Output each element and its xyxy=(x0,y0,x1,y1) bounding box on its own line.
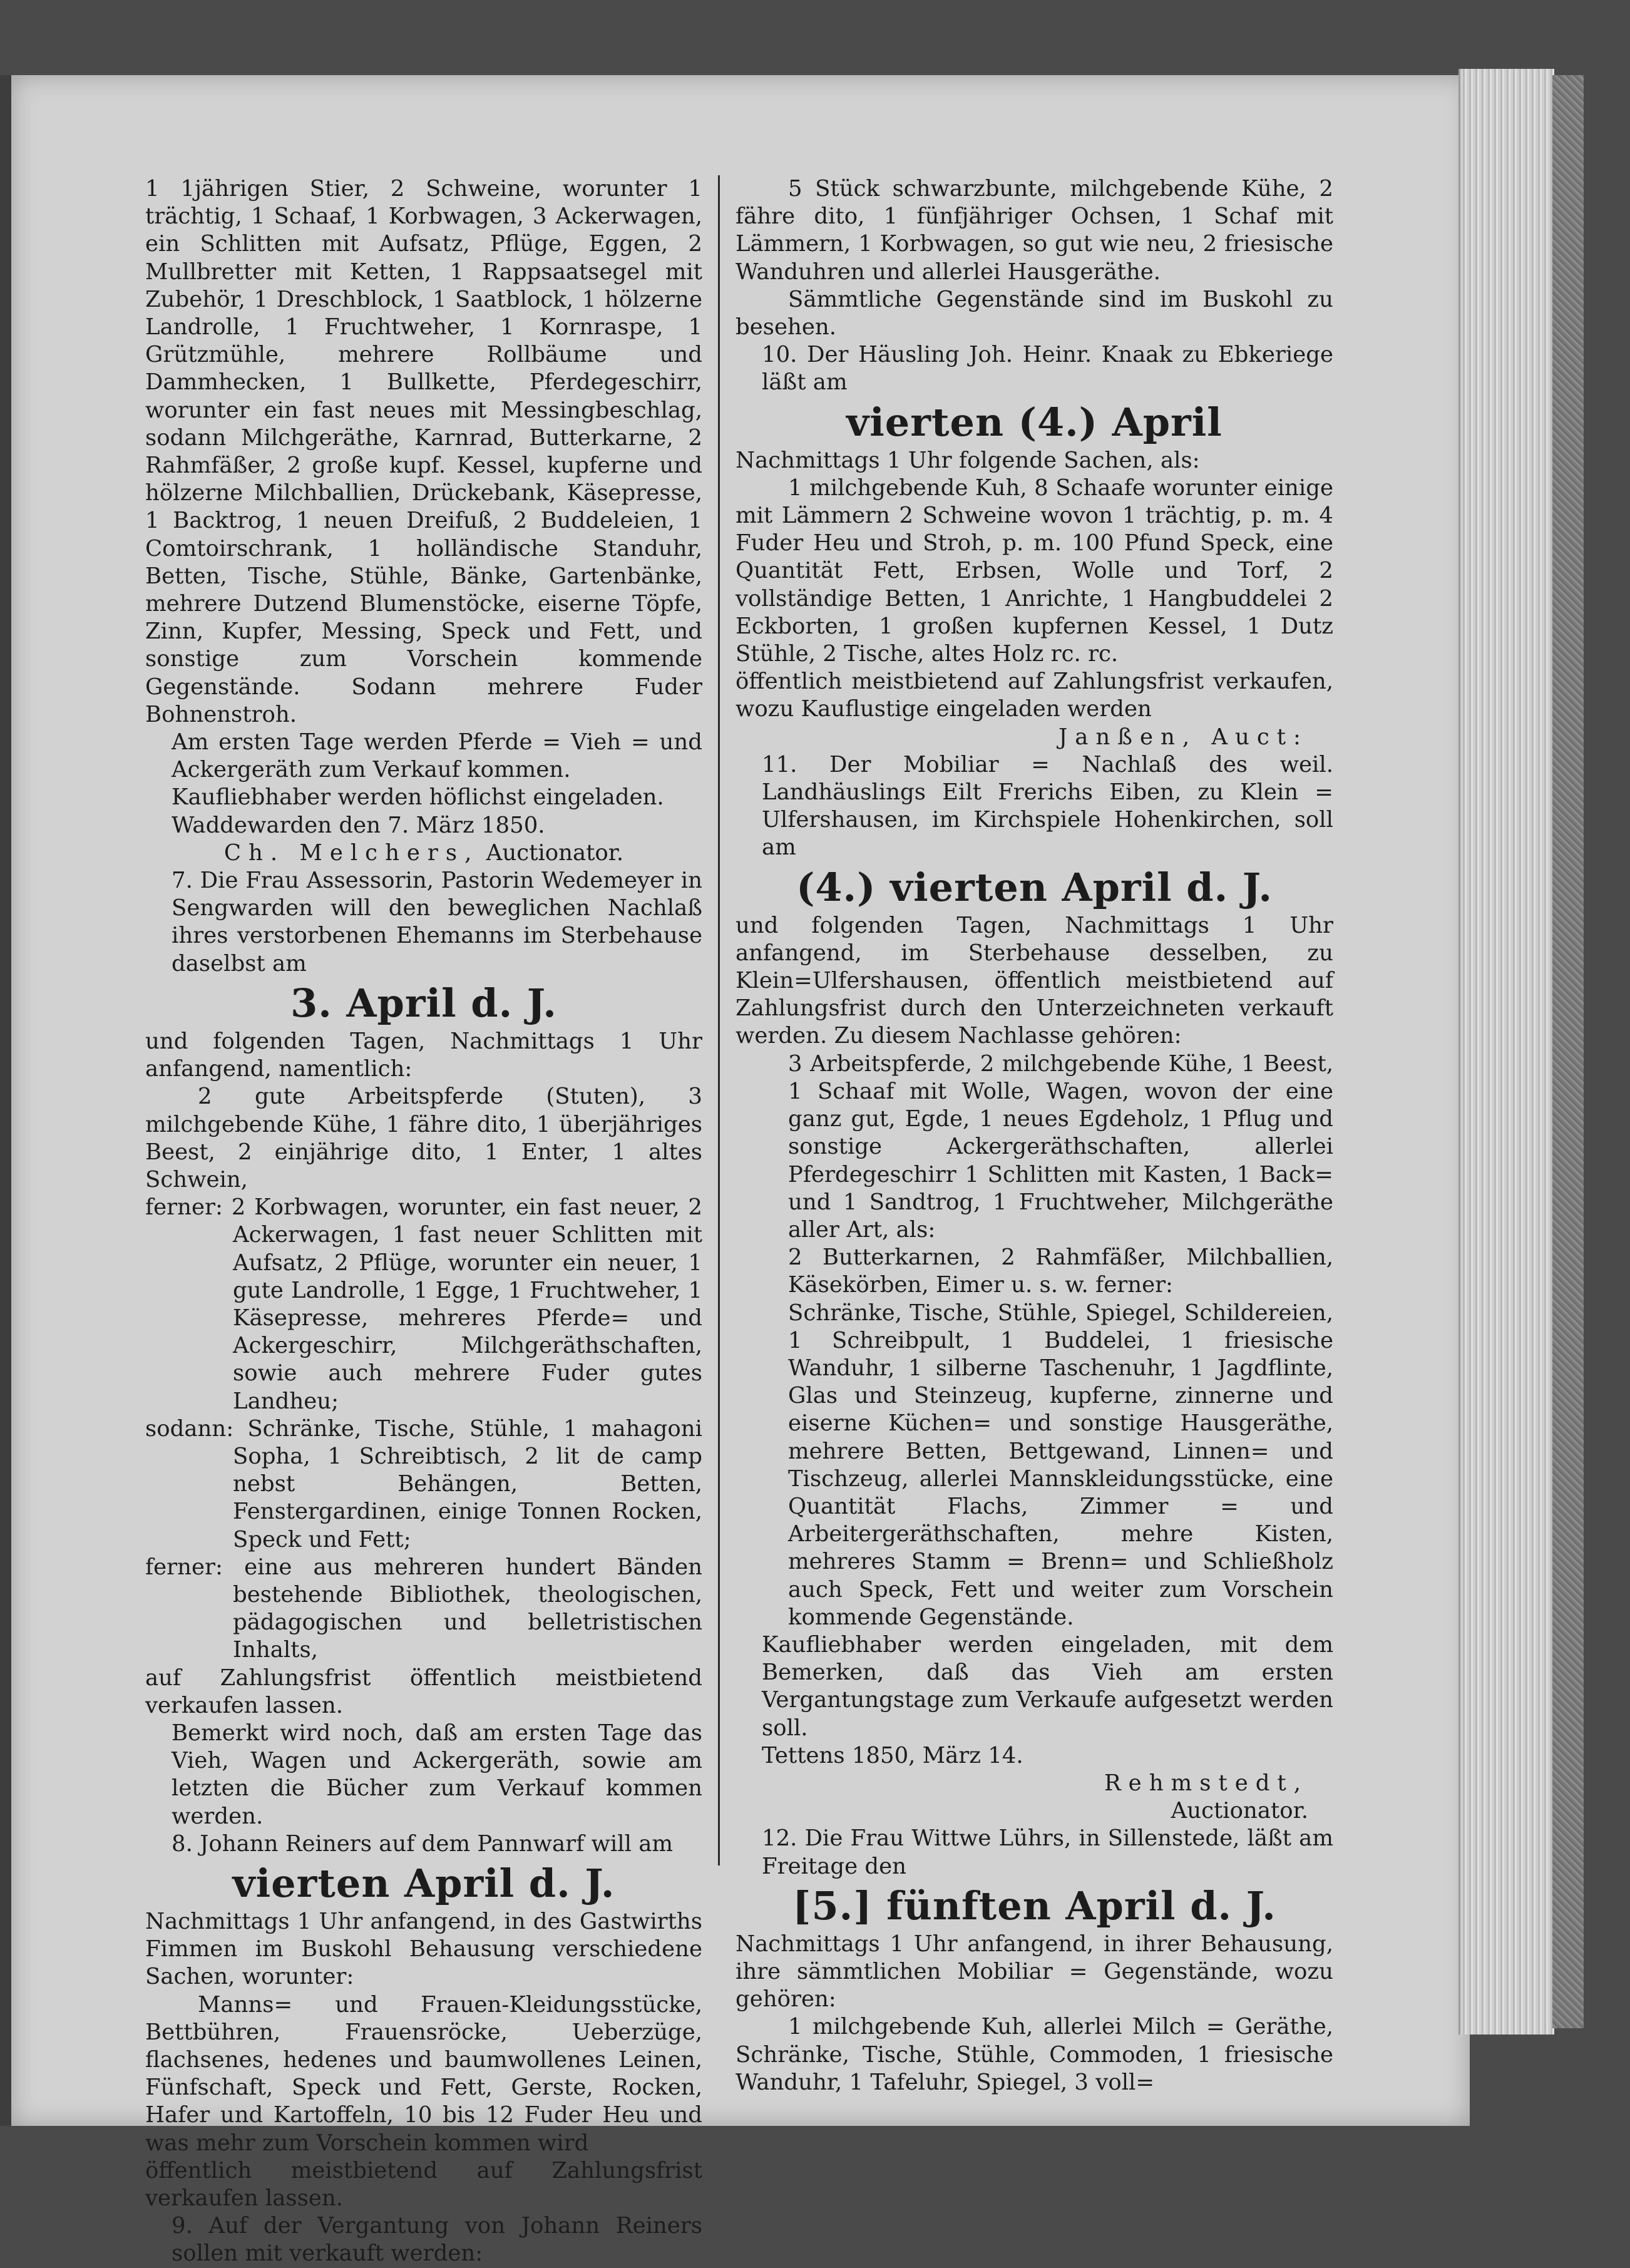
paragraph: 1 1jährigen Stier, 2 Schweine, worunter 1 trächtig, 1 Schaaf, 1 Korbwagen, 3 Ackerwagen, ein Schlitten mit Aufsatz, Pflüge, Eggen, 2 Mullbretter mit Ketten, 1 Rappsaatsegel mit Zubehör, 1 Dreschblock, 1 Saatblock, 1 hölzerne Landrolle, 1 Fruchtweher, 1 Kornraspe, 1 Grützmühle, mehrere Rollbäume und Dammhecken, 1 Bullkette, Pferdegeschirr, worunter ein fast neues mit Messingbeschlag, sodann Milchgeräthe, Karnrad, Butterkarne, 2 Rahmfäßer, 2 große kupf. Kessel, kupferne und hölzerne Milchballien, Drückebank, Käsepresse, 1 Backtrog, 1 neuen Dreifuß, 2 Buddeleien, 1 Comtoirschrank, 1 holländische Standuhr, Betten, Tische, Stühle, Bänke, Gartenbänke, mehrere Dutzend Blumenstöcke, eiserne Töpfe, Zinn, Kupfer, Messing, Speck und Fett, und sonstige zum Vorschein kommende Gegenstände. Sodann mehrere Fuder Bohnenstroh. xyxy=(145,176,702,727)
item-list: Schränke, Tische, Stühle, Spiegel, Schildereien, 1 Schreibpult, 1 Buddelei, 1 friesische Wanduhr, 1 silberne Taschenuhr, 1 Jagdflinte, Glas und Steinzeug, kupferne, zinnerne und eiserne Küchen= und sonstige Hausgeräthe, mehrere Betten, Bettgewand, Linnen= und Tischzeug, allerlei Mannskleidungsstücke, eine Quantität Flachs, Zimmer = und Arbeitergeräthschaften, mehre Kisten, mehreres Stamm = Brenn= und Schließholz auch Speck, Fett und weiter zum Vorschein kommende Gegenstände. xyxy=(788,1300,1333,1630)
paragraph: öffentlich meistbietend auf Zahlungsfrist verkaufen lassen. xyxy=(145,2157,702,2212)
item-list: 3 Arbeitspferde, 2 milchgebende Kühe, 1 Beest, 1 Schaaf mit Wolle, Wagen, wovon der eine ganz gut, Egde, 1 neues Egdeholz, 1 Pflug und sonstige Ackergeräthschaften, allerlei Pferdegeschirr 1 Schlitten mit Kasten, 1 Back= und 1 Sandtrog, 1 Fruchtweher, Milchgeräthe aller Art, als: xyxy=(788,1050,1333,1243)
column-divider xyxy=(718,175,720,1865)
paragraph: Nachmittags 1 Uhr folgende Sachen, als: xyxy=(736,447,1200,473)
notice-11-intro: 11. Der Mobiliar = Nachlaß des weil. Landhäuslings Eilt Frerichs Eiben, zu Klein = Ulfershausen, im Kirchspiele Hohenkirchen, soll am xyxy=(762,751,1333,861)
notice-10-intro: 10. Der Häusling Joh. Heinr. Knaak zu Ebkeriege läßt am xyxy=(762,342,1333,396)
paragraph: Nachmittags 1 Uhr anfangend, in des Gastwirths Fimmen im Buskohl Behausung verschiedene Sachen, worunter: xyxy=(145,1908,702,1990)
item-list: 1 milchgebende Kuh, 8 Schaafe worunter einige mit Lämmern 2 Schweine wovon 1 trächtig, p. m. 4 Fuder Heu und Stroh, p. m. 100 Pfund Speck, eine Quantität Fett, Erbsen, Wolle und Torf, 2 vollständige Betten, 1 Anrichte, 1 Hangbuddelei 2 Eckborten, 1 großen kupfernen Kessel, 1 Dutz Stühle, 2 Tische, altes Holz rc. rc. xyxy=(736,475,1333,667)
paragraph: Nachmittags 1 Uhr anfangend, in ihrer Behausung, ihre sämmtlichen Mobiliar = Gegenstände, wozu gehören: xyxy=(736,1931,1333,2013)
item-list: 5 Stück schwarzbunte, milchgebende Kühe, 2 fähre dito, 1 fünfjähriger Ochsen, 1 Schaf mit Lämmern, 1 Korbwagen, so gut wie neu, 2 friesische Wanduhren und allerlei Hausgeräthe. xyxy=(736,176,1333,285)
signature-title: Auctionator. xyxy=(1171,1798,1308,1824)
notice-7-intro: 7. Die Frau Assessorin, Pastorin Wedemeyer in Sengwarden will den beweglichen Nachlaß ihres verstorbenen Ehemanns im Sterbehause daselbst am xyxy=(172,868,702,977)
item-list: Manns= und Frauen-Kleidungsstücke, Bettbühren, Frauensröcke, Ueberzüge, flachsenes, hedenes und baumwollenes Leinen, Fünfschaft, Speck und Fett, Gerste, Rocken, Hafer und Kartoffeln, 10 bis 12 Fuder Heu und was mehr zum Vorschein kommen wird xyxy=(145,1991,702,2156)
item-list: 2 gute Arbeitspferde (Stuten), 3 milchgebende Kühe, 1 fähre dito, 1 überjähriges Beest, 2 einjährige dito, 1 Enter, 1 altes Schwein, xyxy=(145,1084,702,1193)
dateline: Waddewarden den 7. März 1850. xyxy=(172,812,545,838)
date-heading: vierten (4.) April xyxy=(846,399,1222,445)
paragraph: Sämmtliche Gegenstände sind im Buskohl zu besehen. xyxy=(736,286,1333,341)
paragraph: Am ersten Tage werden Pferde = Vieh = und Ackergeräth zum Verkauf kommen. xyxy=(172,729,702,783)
paragraph: auf Zahlungsfrist öffentlich meistbietend verkaufen lassen. xyxy=(145,1665,702,1718)
date-heading: (4.) vierten April d. J. xyxy=(796,864,1273,910)
signature xyxy=(145,839,702,867)
paragraph: Kaufliebhaber werden eingeladen, mit dem Bemerken, daß das Vieh am ersten Vergantungstage zum Verkaufe aufgesetzt werden soll. xyxy=(762,1631,1333,1741)
paragraph: und folgenden Tagen, Nachmittags 1 Uhr anfangend, im Sterbehause desselben, zu Klein=Ulfershausen, öffentlich meistbietend auf Zahlungsfrist durch den Unterzeichneten verkauft werden. Zu diesem Nachlasse gehören: xyxy=(736,912,1333,1049)
date-heading: 3. April d. J. xyxy=(290,980,557,1026)
page-block-edge xyxy=(1458,69,1554,2035)
signature: Janßen, Auct: xyxy=(1058,724,1308,750)
dateline: Tettens 1850, März 14. xyxy=(762,1742,1023,1768)
date-heading: [5.] fünften April d. J. xyxy=(792,1882,1276,1929)
paragraph: Kaufliebhaber werden höflichst eingeladen. xyxy=(172,784,664,811)
item-list: ferner: 2 Korbwagen, worunter, ein fast neuer, 2 Ackerwagen, 1 fast neuer Schlitten mit Aufsatz, 2 Pflüge, worunter ein neuer, 1 gute Landrolle, 1 Egge, 1 Fruchtweher, 1 Käsepresse, mehreres Pferde= und Ackergeschirr, Milchgeräthschaften, sowie auch mehrere Fuder gutes Landheu; xyxy=(145,1194,702,1414)
paragraph: öffentlich meistbietend auf Zahlungsfrist verkaufen, wozu Kauflustige eingeladen werden xyxy=(736,669,1333,722)
notice-12-intro: 12. Die Frau Wittwe Lührs, in Sillenstede, läßt am Freitage den xyxy=(762,1825,1333,1879)
right-column xyxy=(736,175,1333,2096)
signature-name: Rehmstedt, xyxy=(1104,1770,1308,1796)
signature-name: Ch. Melchers, xyxy=(223,839,479,866)
item-list: 2 Butterkarnen, 2 Rahmfäßer, Milchballien, Käsekörben, Eimer u. s. w. ferner: xyxy=(788,1244,1333,1298)
item-list: 1 milchgebende Kuh, allerlei Milch = Geräthe, Schränke, Tische, Stühle, Commoden, 1 friesische Wanduhr, 1 Tafeluhr, Spiegel, 3 voll= xyxy=(736,2014,1333,2095)
item-list: sodann: Schränke, Tische, Stühle, 1 mahagoni Sopha, 1 Schreibtisch, 2 lit de camp nebst Behängen, Betten, Fenstergardinen, einige Tonnen Rocken, Speck und Fett; xyxy=(145,1415,702,1552)
notice-8-intro: 8. Johann Reiners auf dem Pannwarf will am xyxy=(172,1830,674,1857)
notice-9-intro: 9. Auf der Vergantung von Johann Reiners sollen mit verkauft werden: xyxy=(172,2213,702,2267)
facing-page-edge xyxy=(0,75,11,2126)
signature-title: Auctionator. xyxy=(486,839,624,866)
paragraph: Bemerkt wird noch, daß am ersten Tage das Vieh, Wagen und Ackergeräth, sowie am letzten die Bücher zum Verkauf kommen werden. xyxy=(172,1720,702,1829)
paragraph: und folgenden Tagen, Nachmittags 1 Uhr anfangend, namentlich: xyxy=(145,1028,702,1082)
date-heading: vierten April d. J. xyxy=(232,1860,615,1906)
book-cover xyxy=(1552,75,1584,2028)
left-column xyxy=(145,175,702,2268)
item-list: ferner: eine aus mehreren hundert Bänden bestehende Bibliothek, theologischen, pädagogischen und belletristischen Inhalts, xyxy=(145,1554,702,1663)
